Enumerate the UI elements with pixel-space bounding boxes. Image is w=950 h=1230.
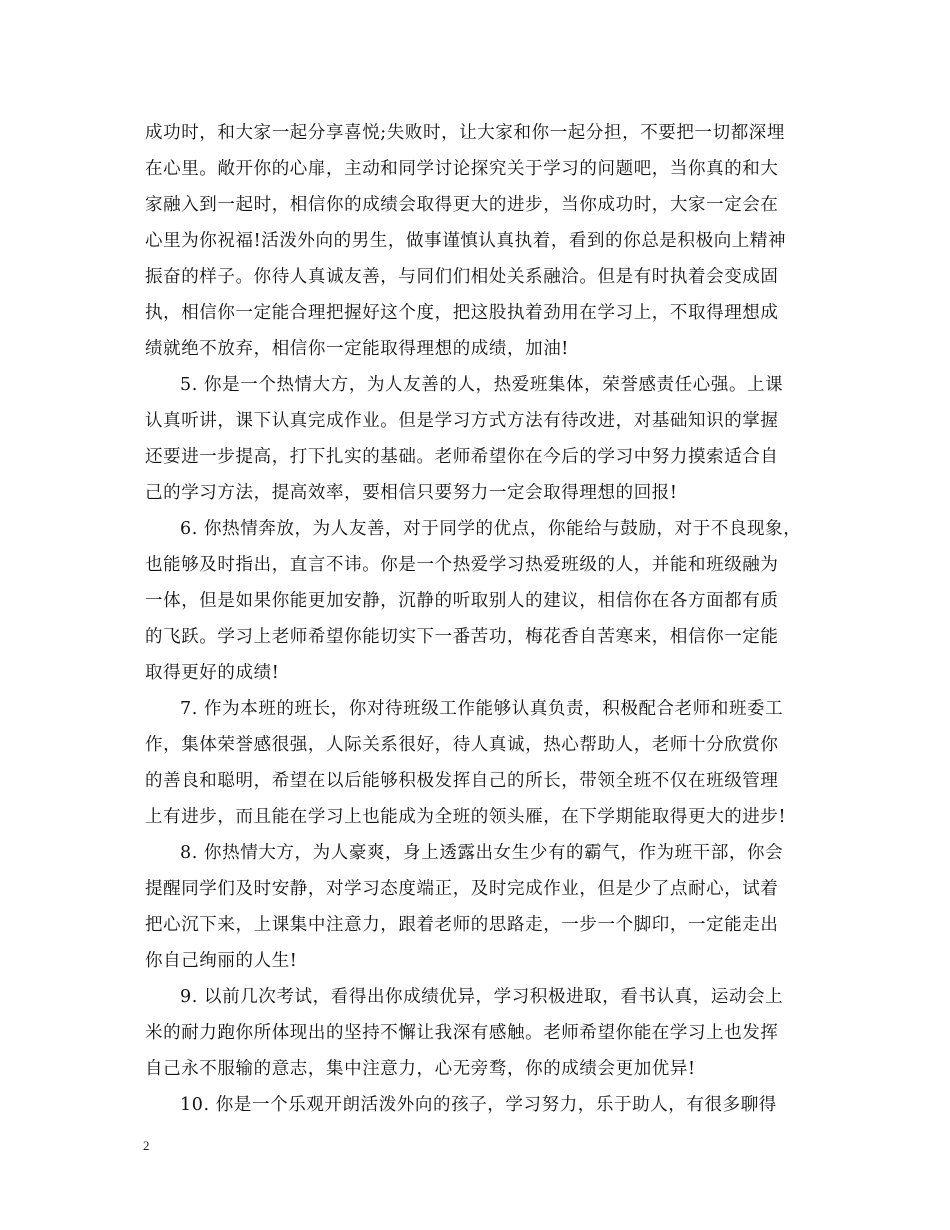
text-line: 认真听讲，课下认真完成作业。但是学习方式方法有待改进，对基础知识的掌握 [145, 411, 779, 431]
text-line: 把心沉下来，上课集中注意力，跟着老师的思路走，一步一个脚印，一定能走出 [145, 915, 779, 935]
text-line: 自己永不服输的意志，集中注意力，心无旁骛，你的成绩会更加优异! [145, 1059, 696, 1079]
document-body [145, 115, 815, 1123]
paragraph-first-line: 10. 你是一个乐观开朗活泼外向的孩子，学习努力，乐于助人，有很多聊得 [180, 1095, 777, 1115]
text-line: 取得更好的成绩! [145, 663, 280, 683]
text-line: 米的耐力跑你所体现出的坚持不懈让我深有感触。老师希望你能在学习上也发挥 [145, 1023, 779, 1043]
text-line: 一体，但是如果你能更加安静，沉静的听取别人的建议，相信你在各方面都有质 [145, 591, 779, 611]
text-line: 的飞跃。学习上老师希望你能切实下一番苦功，梅花香自苦寒来，相信你一定能 [145, 627, 779, 647]
text-line: 成功时，和大家一起分享喜悦;失败时，让大家和你一起分担，不要把一切都深埋 [145, 123, 785, 143]
text-line: 你自己绚丽的人生! [145, 951, 298, 971]
text-line: 的善良和聪明，希望在以后能够积极发挥自己的所长，带领全班不仅在班级管理 [145, 771, 779, 791]
paragraph-first-line: 9. 以前几次考试，看得出你成绩优异，学习积极进取，看书认真，运动会上 [180, 987, 784, 1007]
text-line: 己的学习方法，提高效率，要相信只要努力一定会取得理想的回报! [145, 483, 678, 503]
text-line: 作，集体荣誉感很强，人际关系很好，待人真诚，热心帮助人，老师十分欣赏你 [145, 735, 779, 755]
paragraph-first-line: 8. 你热情大方，为人豪爽，身上透露出女生少有的霸气，作为班干部，你会 [180, 843, 784, 863]
text-line: 在心里。敞开你的心扉，主动和同学讨论探究关于学习的问题吧，当你真的和大 [145, 159, 779, 179]
text-line: 执，相信你一定能合理把握好这个度，把这股执着劲用在学习上，不取得理想成 [145, 303, 779, 323]
text-line: 也能够及时指出，直言不讳。你是一个热爱学习热爱班级的人，并能和班级融为 [145, 555, 779, 575]
text-line: 还要进一步提高，打下扎实的基础。老师希望你在今后的学习中努力摸索适合自 [145, 447, 779, 467]
text-line: 心里为你祝福!活泼外向的男生，做事谨慎认真执着，看到的你总是积极向上精神 [145, 231, 787, 251]
paragraph-first-line: 6. 你热情奔放，为人友善，对于同学的优点，你能给与鼓励，对于不良现象， [180, 519, 802, 539]
text-line: 提醒同学们及时安静，对学习态度端正，及时完成作业，但是少了点耐心，试着 [145, 879, 779, 899]
text-line: 绩就绝不放弃，相信你一定能取得理想的成绩，加油! [145, 339, 569, 359]
paragraph-first-line: 7. 作为本班的班长，你对待班级工作能够认真负责，积极配合老师和班委工 [180, 699, 784, 719]
page-number: 2 [143, 1138, 150, 1153]
text-line: 振奋的样子。你待人真诚友善，与同们们相处关系融洽。但是有时执着会变成固 [145, 267, 779, 287]
paragraph-first-line: 5. 你是一个热情大方，为人友善的人，热爱班集体，荣誉感责任心强。上课 [180, 375, 784, 395]
text-line: 家融入到一起时，相信你的成绩会取得更大的进步，当你成功时，大家一定会在 [145, 195, 779, 215]
text-line: 上有进步，而且能在学习上也能成为全班的领头雁，在下学期能取得更大的进步! [145, 807, 787, 827]
